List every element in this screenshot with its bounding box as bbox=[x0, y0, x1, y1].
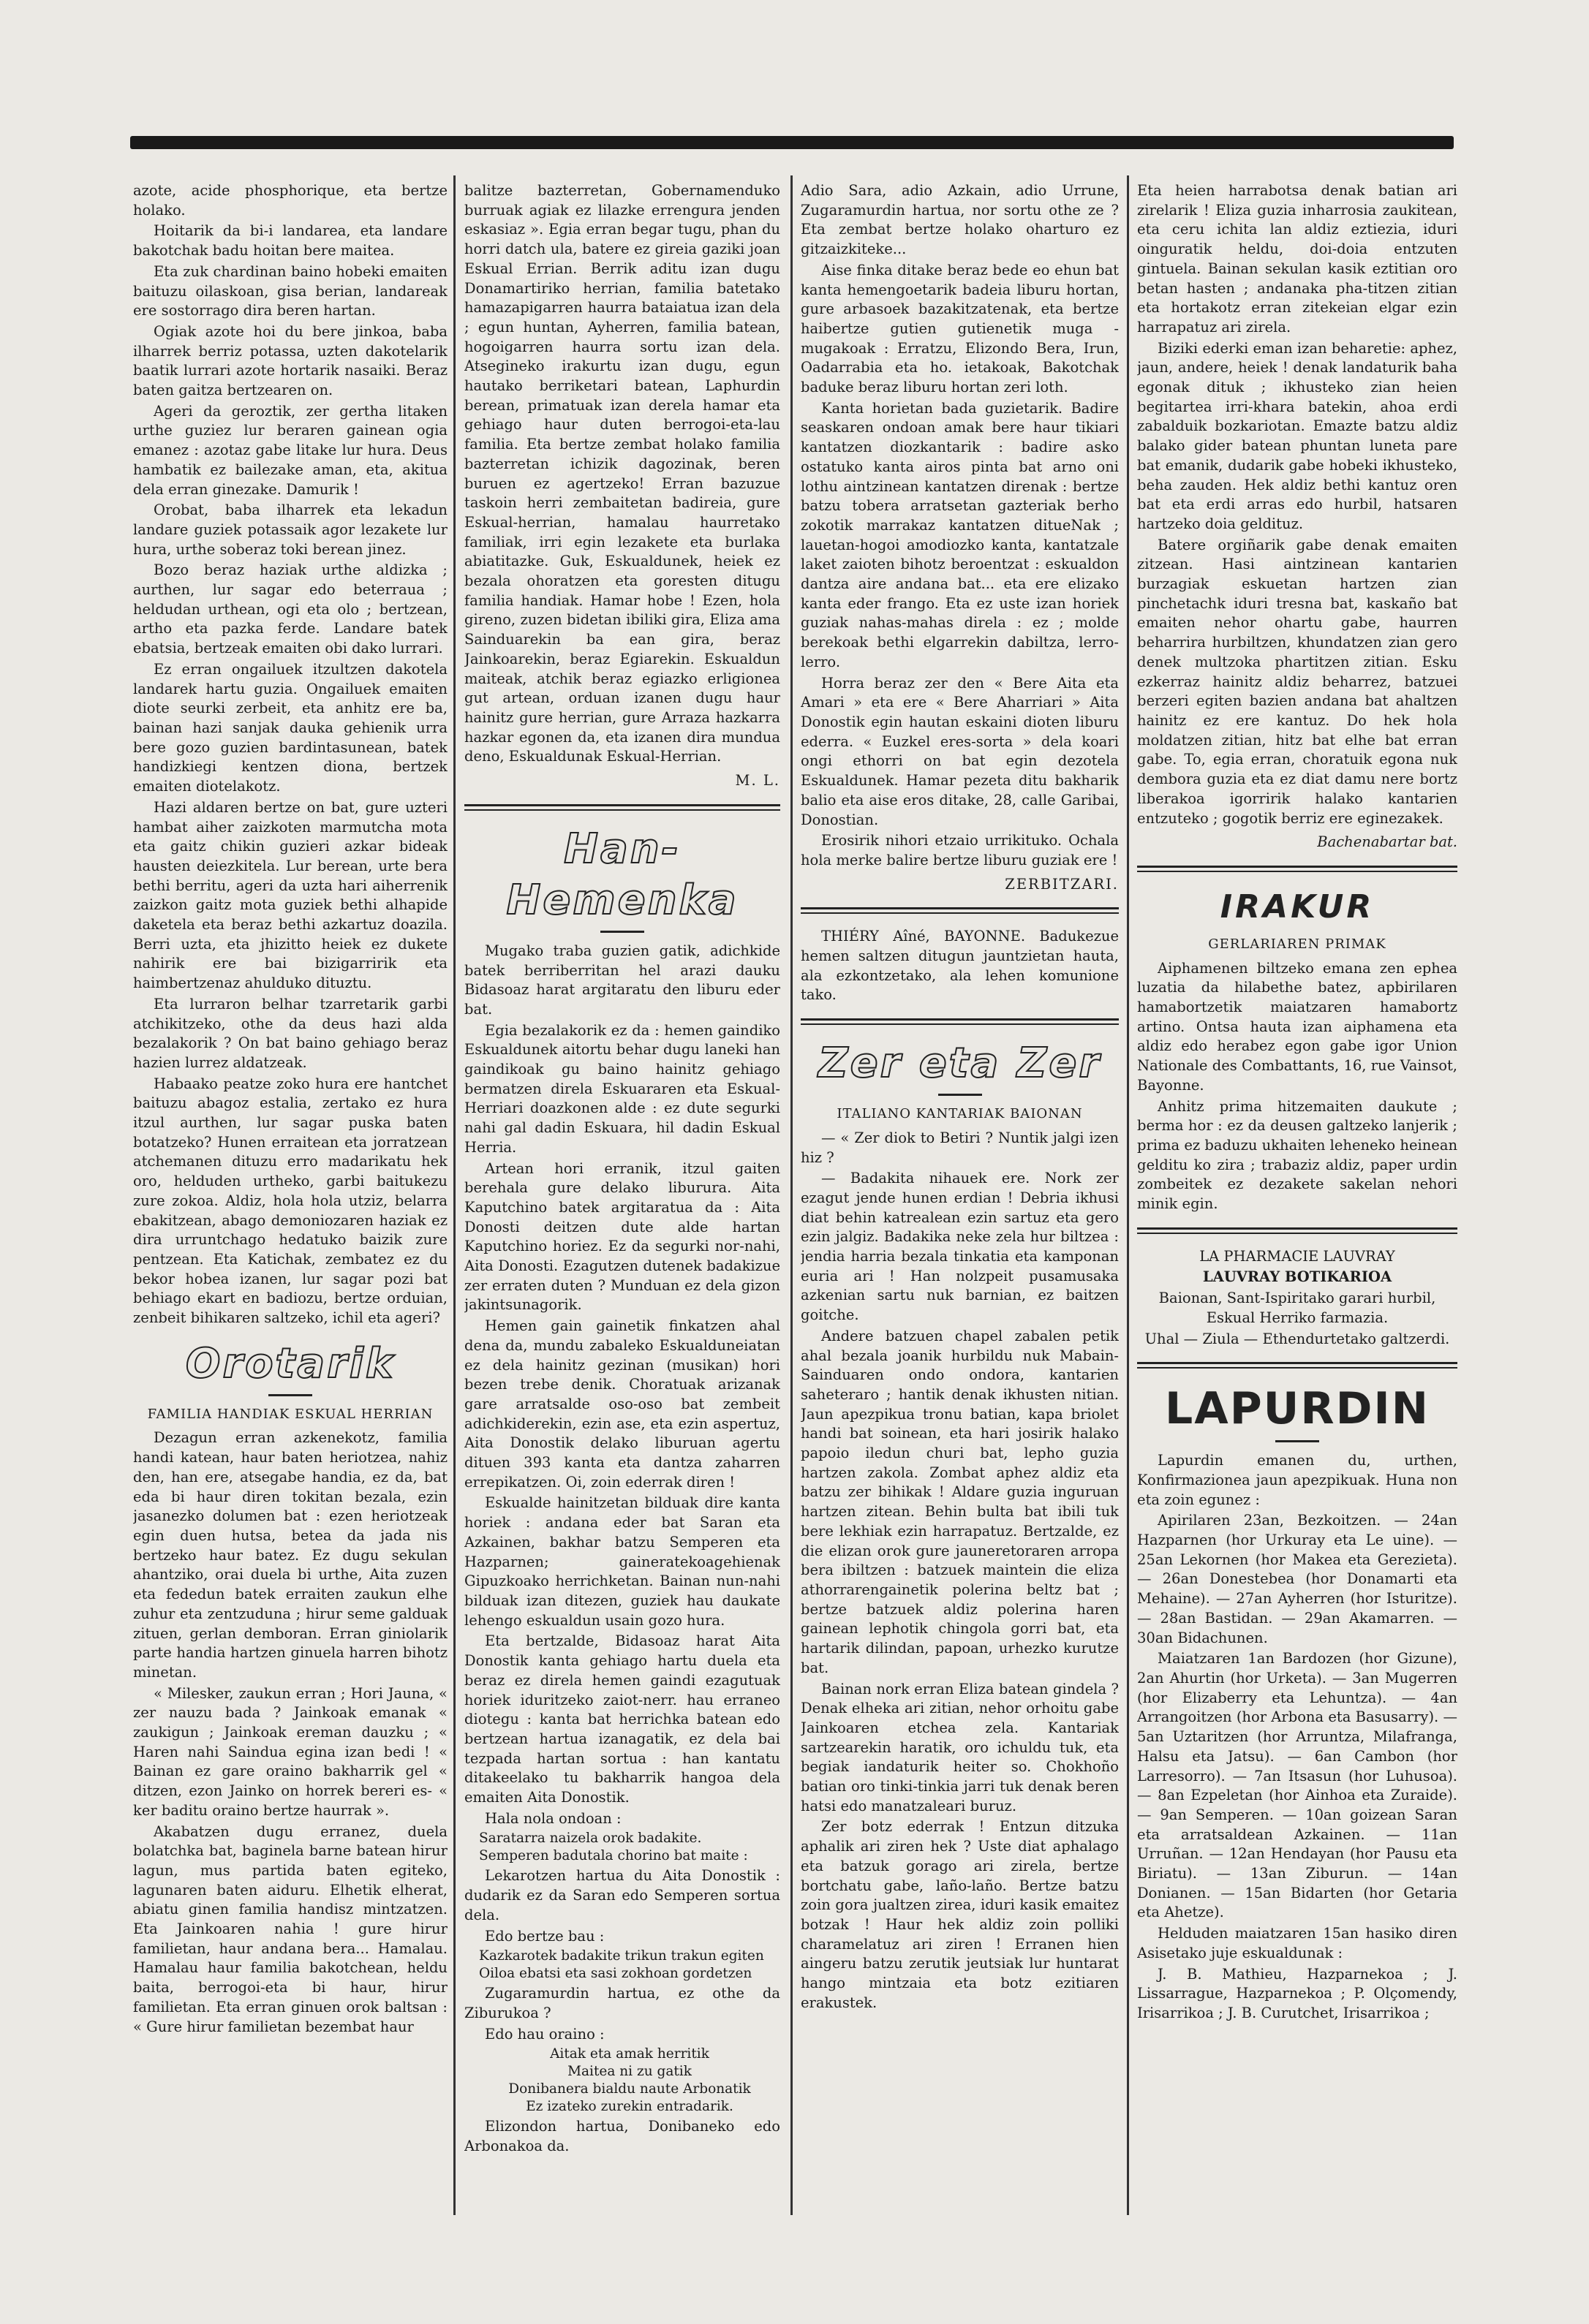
paragraph: Hala nola ondoan : bbox=[485, 1809, 622, 1827]
paragraph: Habaako peatze zoko hura ere hantchet baituzu abagoz estalia, zertako ez hura itzul aurthen, lur sagar puska baten botatzeko? Hunen erraitean eta jorratzean atchemanen dituzu erro madarikatu hek oro, helduden urtheko, garbi baitukezu zure zokoa. Aldiz, hola hola utziz, belarra ebakitzean, abago demoniozaren haziak ez dira urruntchago hedatuko baizik zure pentzean. Eta Katichak, zembatez ez du bekor hobea izanen, lur sagar pozi bat behiago ekart en badiozu, bertze orduian, zenbeit bihikaren saltzeko, ichil eta ageri? bbox=[133, 1075, 448, 1327]
column-divider bbox=[790, 175, 793, 2215]
pharmacy-address: Baionan, Sant-Ispiritako garari hurbil, Eskual Herriko farmazia. bbox=[1158, 1290, 1436, 1326]
paragraph: Orobat, baba ilharrek eta lekadun landare guziek potassaik agor lezakete lur hura, urthe soberaz toki berean jinez. bbox=[133, 501, 448, 558]
paragraph: Eta bertzalde, Bidasoaz harat Aita Donostik kanta gehiago hartu duela eta beraz ez direla hemen gaindi ezagutuak horiek iduritzeko zaiot-nerr. hau erraneo diotegu : kanta bat herrichka batean edo bertzean hartua izanagatik, ez dela bai tezpada hartan sortua : han kantatu ditakeelako tu bakharrik hangoa dela emaiten Aita Donostik. bbox=[464, 1632, 780, 1806]
section-heading-zer-eta-zer: Zer eta Zer bbox=[818, 1040, 1101, 1088]
heading-ornament bbox=[600, 931, 644, 933]
signature: Bachenabartar bat. bbox=[1317, 833, 1457, 851]
section-rule bbox=[464, 804, 780, 811]
column-divider bbox=[1127, 175, 1129, 2215]
paragraph: Eta heien harrabotsa denak batian ari zirelarik ! Eliza guzia inharrosia zaukitean, eta ceru ichita lan aldiz eztiezia, iduri oinguratik heldu, doi-doia entzuten gintuela. Bainan sekulan kasik eztitian oro betan hasten ; andanaka pha-titzen zitian eta hortakotz erran zitekeian elgar ezin harrapatuz ari zirela. bbox=[1137, 182, 1457, 336]
paragraph: Egia bezalakorik ez da : hemen gaindiko Eskualdunek aitortu behar dugu laneki han gaindikoak gu baino hainitz gehiago bermatzen direla Eskuararen eta Eskual-Herriari doazkonen alde : ez dute segurki nahi gal dadin Eskuara, hil dadin Eskual Herria. bbox=[464, 1021, 780, 1156]
column-divider bbox=[453, 175, 456, 2215]
paragraph: Biziki ederki eman izan beharetie: aphez, jaun, andere, heiek ! denak landaturik baha egonak dituk ; ikhusteko zian heien begitartea irri-khara batekin, ahoa erdi zabalduik bozkariotan. Emazte batzu aldiz balako gider batean phuntan luneta pare bat emanik, dudarik gabe hobeki ikhusteko, beha zauden. Hek aldiz bethi kantuz oren bat eta erdi arras edo hurbil, hatsaren hartzeko doia geldituz. bbox=[1137, 339, 1457, 532]
pharmacy-products: Uhal — Ziula — Ethendurtetako galtzerdi. bbox=[1144, 1330, 1450, 1347]
header-rule bbox=[130, 136, 1454, 149]
verse: Kazkarotek badakite trikun trakun egiten Oiloa ebatsi eta sasi zokhoan gordetzen bbox=[479, 1948, 764, 1982]
paragraph: Bozo beraz haziak urthe aldizka ; aurthen, lur sagar edo beterraua ; heldudan urthean, ogi eta olo ; bertzean, artho eta pazka ferde. Landare batek ebatsia, bertzeak emaiten obi dako lurrari. bbox=[133, 561, 448, 657]
article-title: ITALIANO KANTARIAK BAIONAN bbox=[837, 1106, 1083, 1122]
paragraph: — Badakita nihauek ere. Nork zer ezagut jende hunen erdian ! Debria ikhusi diat behin katrealean ezin sartuz eta gero ezin jalgiz. Badakika neke zela hur biltzea : jendia harria bezala tinkatia eta kamponan euria ari ! Han nolzpeit pusamusaka azkenian sartu nuk barnian, ez baitzen goitche. bbox=[801, 1170, 1119, 1324]
paragraph: Maiatzaren 1an Bardozen (hor Gizune), 2an Ahurtin (hor Urketa). — 3an Mugerren (hor Elizaberry eta Lehuntza). — 4an Arrangoitzen (hor Arbona eta Basusarry). — 5an Uztaritzen (hor Arruntza, Milafranga, Halsu eta Jatsu). — 6an Cambon (hor Larresorro). — 7an Itsasun (hor Luhusoa). — 8an Ezpeletan (hor Ainhoa eta Zuraide). — 9an Semperen. — 10an goizean Saran eta arratsaldean Azkainen. — 11an Urruñan. — 12an Hendayan (hor Pausu eta Biriatu). — 13an Ziburun. — 14an Donianen. — 15an Bidarten (hor Getaria eta Ahetze). bbox=[1137, 1650, 1457, 1921]
section-rule bbox=[1137, 1227, 1457, 1234]
article-title: FAMILIA HANDIAK ESKUAL HERRIAN bbox=[147, 1406, 434, 1422]
paragraph: Mugako traba guzien gatik, adichkide batek berriberritan hel arazi dauku Bidasoaz harat argitaratu den liburu eder bat. bbox=[464, 942, 780, 1018]
paragraph: Akabatzen dugu erranez, duela bolatchka bat, baginela barne batean hirur lagun, mus partida baten egiteko, lagunaren baten aiduru. Elhetik elherat, abiatu ginen familia handisz mintzatzen. Eta Jainkoaren nahia ! gure hirur familietan, haur andana bera... Hamalau. Hamalau haur familia bakotchean, heldu baita, berrogoi-eta bi haur, hirur familietan. Eta erran ginuen orok baltsan : « Gure hirur familietan bezembat haur bbox=[133, 1823, 448, 2035]
heading-ornament bbox=[1275, 1440, 1319, 1442]
paragraph: Ageri da geroztik, zer gertha litaken urthe guziez lur beraren gainean ogia emanez : azotaz gabe litake lur hura. Deus hambatik ez bailezake aman, eta, akitua dela erran ginezake. Damurik ! bbox=[133, 402, 448, 498]
paragraph: Apirilaren 23an, Bezkoitzen. — 24an Hazparnen (hor Urkuray eta Le uine). — 25an Lekornen (hor Makea eta Gerezieta). — 26an Donestebea (hor Donamarti eta Mehaine). — 27an Ayherren (hor Isturitze). — 28an Bastidan. — 29an Akamarren. — 30an Bidachunen. bbox=[1137, 1512, 1457, 1646]
paragraph: Andere batzuen chapel zabalen petik ahal bezala joanik hurbildu nuk Mabain-Sainduaren ondo ondora, kantarien saheteraro ; hantik denak ikhusten nitian. Jaun apezpikua tronu batian, kapa briolet handi bat soinean, eta hari josirik halako papoio iledun churi bat, lepho guzia hartzen zakola. Zombat aphez aldiz eta batzu zer bihikak ! Aldare guzia inguruan hartzen zitean. Behin bulta bat ibili tuk bere lekhiak ezin harrapatuz. Bertzalde, ez die elizan orok gure jauneretoraren arropa bera ibiltzen : batzuek maintein die eliza athorrarengainetik polerina beltz bat ; bertze batzuek aldiz polerina haren gainean lephotik chingola gorri bat, eta hartarik dilindan, papoan, urhezko kurutze bat. bbox=[801, 1327, 1119, 1676]
paragraph: azote, acide phosphorique, eta bertze holako. bbox=[133, 182, 448, 219]
paragraph: Anhitz prima hitzemaiten daukute ; berma hor : ez da deusen galtzeko lanjerik ; prima ez baduzu ukhaiten leheneko heinean gelditu ko zira ; trabaziz aldiz, paper urdin zombeitek ez dezakete sakelan nehori minik egin. bbox=[1137, 1097, 1457, 1213]
paragraph: Hoitarik da bi-i landarea, eta landare bakotchak badu hoitan bere maitea. bbox=[133, 222, 448, 260]
paragraph: Ez erran ongailuek itzultzen dakotela landarek hartu guzia. Ongailuek emaiten diote seurki zerbeit, eta anhitz ere ba, bainan hazi sanjak dauka gehienik urra bere gozo guzien bardintasunean, batek handizkiegi kentzen diona, bertzek emaiten diotelakotz. bbox=[133, 660, 448, 795]
section-rule bbox=[1137, 1362, 1457, 1369]
paragraph: Zugaramurdin hartua, ez othe da Ziburukoa ? bbox=[464, 1985, 780, 2021]
paragraph: Hemen gain gainetik finkatzen ahal dena da, mundu zabaleko Eskualduneiatan ez dela hainitz gezinan (musikan) hori bezen trebe denik. Choratuak arizanak gare arratsalde oso-oso bat zembeit adichkiderekin, ezin ase, eta ezin aspertuz, Aita Donostik delako liburuan agertu dituen 393 kanta eta dantza zaharren errepikatzen. Oi, zoin ederrak diren ! bbox=[464, 1317, 780, 1491]
paragraph: Adio Sara, adio Azkain, adio Urrune, Zugaramurdin hartua, nor sortu othe ze ? Eta zembat bertze holako oharturo ez gitzaizkiteke... bbox=[801, 182, 1119, 258]
paragraph: Eta lurraron belhar tzarretarik garbi atchikitzeko, othe da deus hazi alda bezalakorik ? On bat baino gehiago beraz hazien lurrez aldatzeak. bbox=[133, 995, 448, 1071]
paragraph: Lapurdin emanen du, urthen, Konfirmazionea jaun apezpikuak. Huna non eta zoin egunez : bbox=[1137, 1452, 1457, 1508]
heading-ornament bbox=[268, 1394, 312, 1396]
quote: « Milesker, zaukun erran ; Hori Jauna, « zer nauzu bada ? Jainkoak emanak « zaukigun ; Jainkoak ereman dauzku ; « Haren nahi Saindua egina izan bedi ! « Bainan ez gare oraino bakharrik gel « ditzen, ezon Jainko on horrek bereri es- « ker baditu oraino bertze haurrak ». bbox=[133, 1684, 448, 1819]
section-heading-irakur: IRAKUR bbox=[1220, 887, 1375, 926]
paragraph: Aise finka ditake beraz bede eo ehun bat kanta hemengoetarik badeia liburu hortan, gure arbasoek bazakitzatenak, eta bertze haibertze gutien gutienetik muga - mugakoak : Erratzu, Elizondo Bera, Irun, Oadarrabia eta ho. ietakoak, Bakotchak baduke beraz liburu hortan zeri loth. bbox=[801, 261, 1119, 396]
heading-ornament bbox=[938, 1094, 982, 1096]
paragraph: Ogiak azote hoi du bere jinkoa, baba ilharrek berriz potassa, uzten dakotelarik baatik lurrari azote hortarik nasaiki. Beraz baten gaitza bertzearen on. bbox=[133, 322, 448, 399]
signature: M. L. bbox=[735, 772, 780, 790]
signature: ZERBITZARI. bbox=[1005, 875, 1119, 893]
paragraph: Edo bertze bau : bbox=[485, 1927, 605, 1945]
paragraph: Eskualde hainitzetan bilduak dire kanta horiek : andana eder bat Saran eta Azkainen, bakhar batzu Semperen eta Hazparnen; gaineratekoagehienak Gipuzkoako herrichketan. Bainan nun-nahi bilduak izan ditezen, guziek hau daukate lehengo eskualdun usain gozo hura. bbox=[464, 1494, 780, 1629]
section-heading-lapurdin: LAPURDIN bbox=[1165, 1383, 1430, 1435]
paragraph: Aiphamenen biltzeko emana zen ephea luzatia da hilabethe batez, apbirilaren hamabortzetik maiatzaren hamabortz artino. Ontsa hauta izan aiphamena eta aldiz edo herabez egon gabe igor Union Nationale des Combattants, 16, rue Vainsot, Bayonne. bbox=[1137, 959, 1457, 1094]
section-rule bbox=[801, 1018, 1119, 1025]
paragraph: J. B. Mathieu, Hazparnekoa ; J. Lissarrague, Hazparnekoa ; P. Olçomendy, Irisarrikoa ; J. B. Curutchet, Irisarrikoa ; bbox=[1137, 1965, 1457, 2021]
column-2 bbox=[464, 181, 780, 2236]
paragraph: balitze bazterretan, Gobernamenduko burruak agiak ez lilazke errengura jenden eskasiaz ». Egia erran begar tugu, phan du horri datch ula, batere ez gireia gaziki joan Eskual Errian. Berrik aditu izan dugu Donamartiriko herrian, familia batetako hamazapigarren haurra bataiatua izan dela ; egun huntan, Ayherren, familia batean, hogoigarren haurra sortu izan dela. Atsegineko irakurtu izan dugu, egun hautako berriketari batean, Laphurdin berean, primatuak izan derela hamar eta gehiago haur duten berrogoi-eta-lau familia. Eta bertze zembat holako familia bazterretan ichizik dagozinak, beren buruen ez agertzeko! Erran bazuzue taskoin herri zembaitetan badireia, gure Eskual-herrian, hamalau haurretako familiak, irri egin lezakete eta burlaka abiatitazke. Guk, Eskualdunek, heiek ez bezala ohoratzen eta goresten ditugu familia handiak. Hamar hobe ! Ezen, hola gireno, zuzen bidetan ibiliki gira, Eliza ama Sainduarekin ba ean gira, beraz Jainkoarekin, beraz Egiarekin. Eskualdun maiteak, atchik beraz egiazko erligionea gut artean, orduan izanen dugu haur hainitz gure herrian, gure Arraza hazkarra hazkar egonen da, eta izanen dira mundua deno, Eskualdunak Eskual-Herrian. bbox=[464, 182, 780, 765]
paragraph: Erosirik nihori etzaio urrikituko. Ochala hola merke balire bertze liburu guziak ere ! bbox=[801, 832, 1119, 868]
paragraph: Dezagun erran azkenekotz, familia handi katean, haur baten heriotzea, nahiz den, han ere, atsegabe handia, ez da, bat eda bi haur diren tokitan bezala, ezin jasanezko dolumen bat : ezen heriotzeak egin duen hutsa, betea da jada nis bertzeko haur batez. Ez dugu sekulan ahantziko, orai duela bi urthe, Aita zuzen eta fededun batek erraiten zaukun elhe zuhur eta zentzuduna ; hirur seme galduak zituen, gerlan demboran. Erran giniolarik parte handia hartzen ginuela harren bihotz minetan. bbox=[133, 1429, 448, 1681]
paragraph: Batere orgiñarik gabe denak emaiten zitzean. Hasi aintzinean kantarien burzagiak eskuetan hartzen zian pinchetachk iduri tresna bat, kaskaño bat emaiten nehor ohartu gabe, haurren beharrira hurbiltzen, khundatzen zian gero denek multzoka phartitzen zitian. Esku ezkerraz hainitz aldiz beharrez, batzuei berzeri egiten bazien andana bat ahaltzen hainitz ez ere kantuz. Do hek hola moldatzen zitian, hitz bat elhe bat erran gabe. To, egia erran, choratuik egona nuk dembora guzia eta ez diat damu nere bortz liberakoa igorririk halako kantarien entzuteko ; gogotik berriz ere eginezakek. bbox=[1137, 536, 1457, 827]
article-title: GERLARIAREN PRIMAK bbox=[1208, 936, 1386, 952]
section-heading-orotarik: Orotarik bbox=[185, 1339, 396, 1388]
paragraph: Edo hau oraino : bbox=[485, 2025, 605, 2043]
paragraph: Elizondon hartua, Donibaneko edo Arbonakoa da. bbox=[464, 2118, 780, 2155]
pharmacy-name-basque: LAUVRAY BOTIKARIOA bbox=[1202, 1268, 1392, 1286]
section-rule bbox=[801, 907, 1119, 914]
column-3 bbox=[801, 181, 1119, 2236]
verse: Saratarra naizela orok badakite. Semperen badutala chorino bat maite : bbox=[479, 1831, 748, 1864]
section-rule bbox=[1137, 866, 1457, 872]
pharmacy-name: LA PHARMACIE LAUVRAY bbox=[1199, 1247, 1395, 1265]
advertisement: THIÉRY Aîné, BAYONNE. Badukezue hemen saltzen ditugun jauntzietan hauta, ala ezkontzetako, ala lehen komunione tako. bbox=[801, 928, 1119, 1004]
section-heading-han-hemenka: Han-Hemenka bbox=[506, 825, 739, 924]
paragraph: Lekarotzen hartua du Aita Donostik : dudarik ez da Saran edo Semperen sortua dela. bbox=[464, 1867, 780, 1923]
paragraph: Bainan nork erran Eliza batean gindela ? Denak elheka ari zitian, nehor orhoitu gabe Jainkoaren etchea zela. Kantariak sartzearekin haratik, oro ichuldu tuk, eta begiak iandaturik heiter so. Chokhoño batian oro tinki-tinkia jarri tuk denak beren hatsi edo manatzaleari buruz. bbox=[801, 1680, 1119, 1814]
paragraph: Hazi aldaren bertze on bat, gure uzteri hambat aiher zaizkoten marmutcha mota eta gaitz chikin guzieri azkar bideak hausten deiezkitela. Lur berean, urte bera bethi berritu, ageri da uzta hari aiherrenik zaizkon gaitz mota guziek bethi alhapide daketela eta beraz bethi azkartuz doazila. Berri uzta, eta jhizitto heiek ez dukete nahirik ere bai bizigarririk eta haimbertzenaz ahulduko dituztu. bbox=[133, 798, 448, 992]
paragraph: Eta zuk chardinan baino hobeki emaiten baituzu oilaskoan, gisa berian, landareak ere sostorrago dira beren hartan. bbox=[133, 262, 448, 319]
paragraph: Artean hori erranik, itzul gaiten berehala gure delako liburura. Aita Kaputchino batek argitaratua da : Aita Donosti deitzen dute alde hartan Kaputchino horiez. Ez da segurki nor-nahi, Aita Donosti. Ezagutzen dutenek badakizue zer erraten duten ? Munduan ez dela gizon jakintsunagorik. bbox=[464, 1159, 780, 1314]
column-1 bbox=[133, 181, 448, 2236]
paragraph: Zer botz ederrak ! Entzun ditzuka aphalik ari ziren hek ? Uste diat aphalago eta batzuk gorago ari zirela, bertze bortchatu gabe, laño-laño. Bertze batzu zoin gora jualtzen zirea, iduri kasik emaitez botzak ! Haur hek aldiz zoin polliki charamelatuz ari ziren ! Erranen hien aingeru batzu zerutik jeutsiak lur huntarat hango mintzaia eta botz ezitiaren erakustek. bbox=[801, 1818, 1119, 2011]
paragraph: Kanta horietan bada guzietarik. Badire seaskaren ondoan amak bere haur tikiari kantatzen diozkantarik : badire asko ostatuko kanta airos pinta bat arno oni lothu aintzinean kantatzen direnak : bertze batzu tobera arratsetan gazteriak berho zokotik marrakaz kantatzen ditueNak ; lauetan-hogoi amodiozko kanta, kantatzale laket zaioten bihotz beroentzat : eskualdon dantza aire andana bat... eta ere elizako kanta eder frango. Eta ez uste izan horiek guziak nahas-mahas direla : ez ; molde berekoak bethi elgarrekin dabiltza, lerro-lerro. bbox=[801, 399, 1119, 670]
paragraph: Horra beraz zer den « Bere Aita eta Amari » eta ere « Bere Aharriari » Aita Donostik egin hautan eskaini dioten liburu ederra. « Euzkel eres-sorta » dela koari ongi ethorri on bat egin dezotela Eskualdunek. Hamar pezeta ditu bakharik balio eta aise eros ditake, 28, calle Garibai, Donostian. bbox=[801, 674, 1119, 828]
paragraph: Helduden maiatzaren 15an hasiko diren Asisetako juje eskualdunak : bbox=[1137, 1925, 1457, 1961]
column-4 bbox=[1137, 181, 1457, 2236]
verse: Aitak eta amak herritik Maitea ni zu gatik Donibanera bialdu naute Arbonatik Ez izateko zurekin entradarik. bbox=[508, 2046, 751, 2115]
paragraph: — « Zer diok to Betiri ? Nuntik jalgi izen hiz ? bbox=[801, 1129, 1119, 1166]
